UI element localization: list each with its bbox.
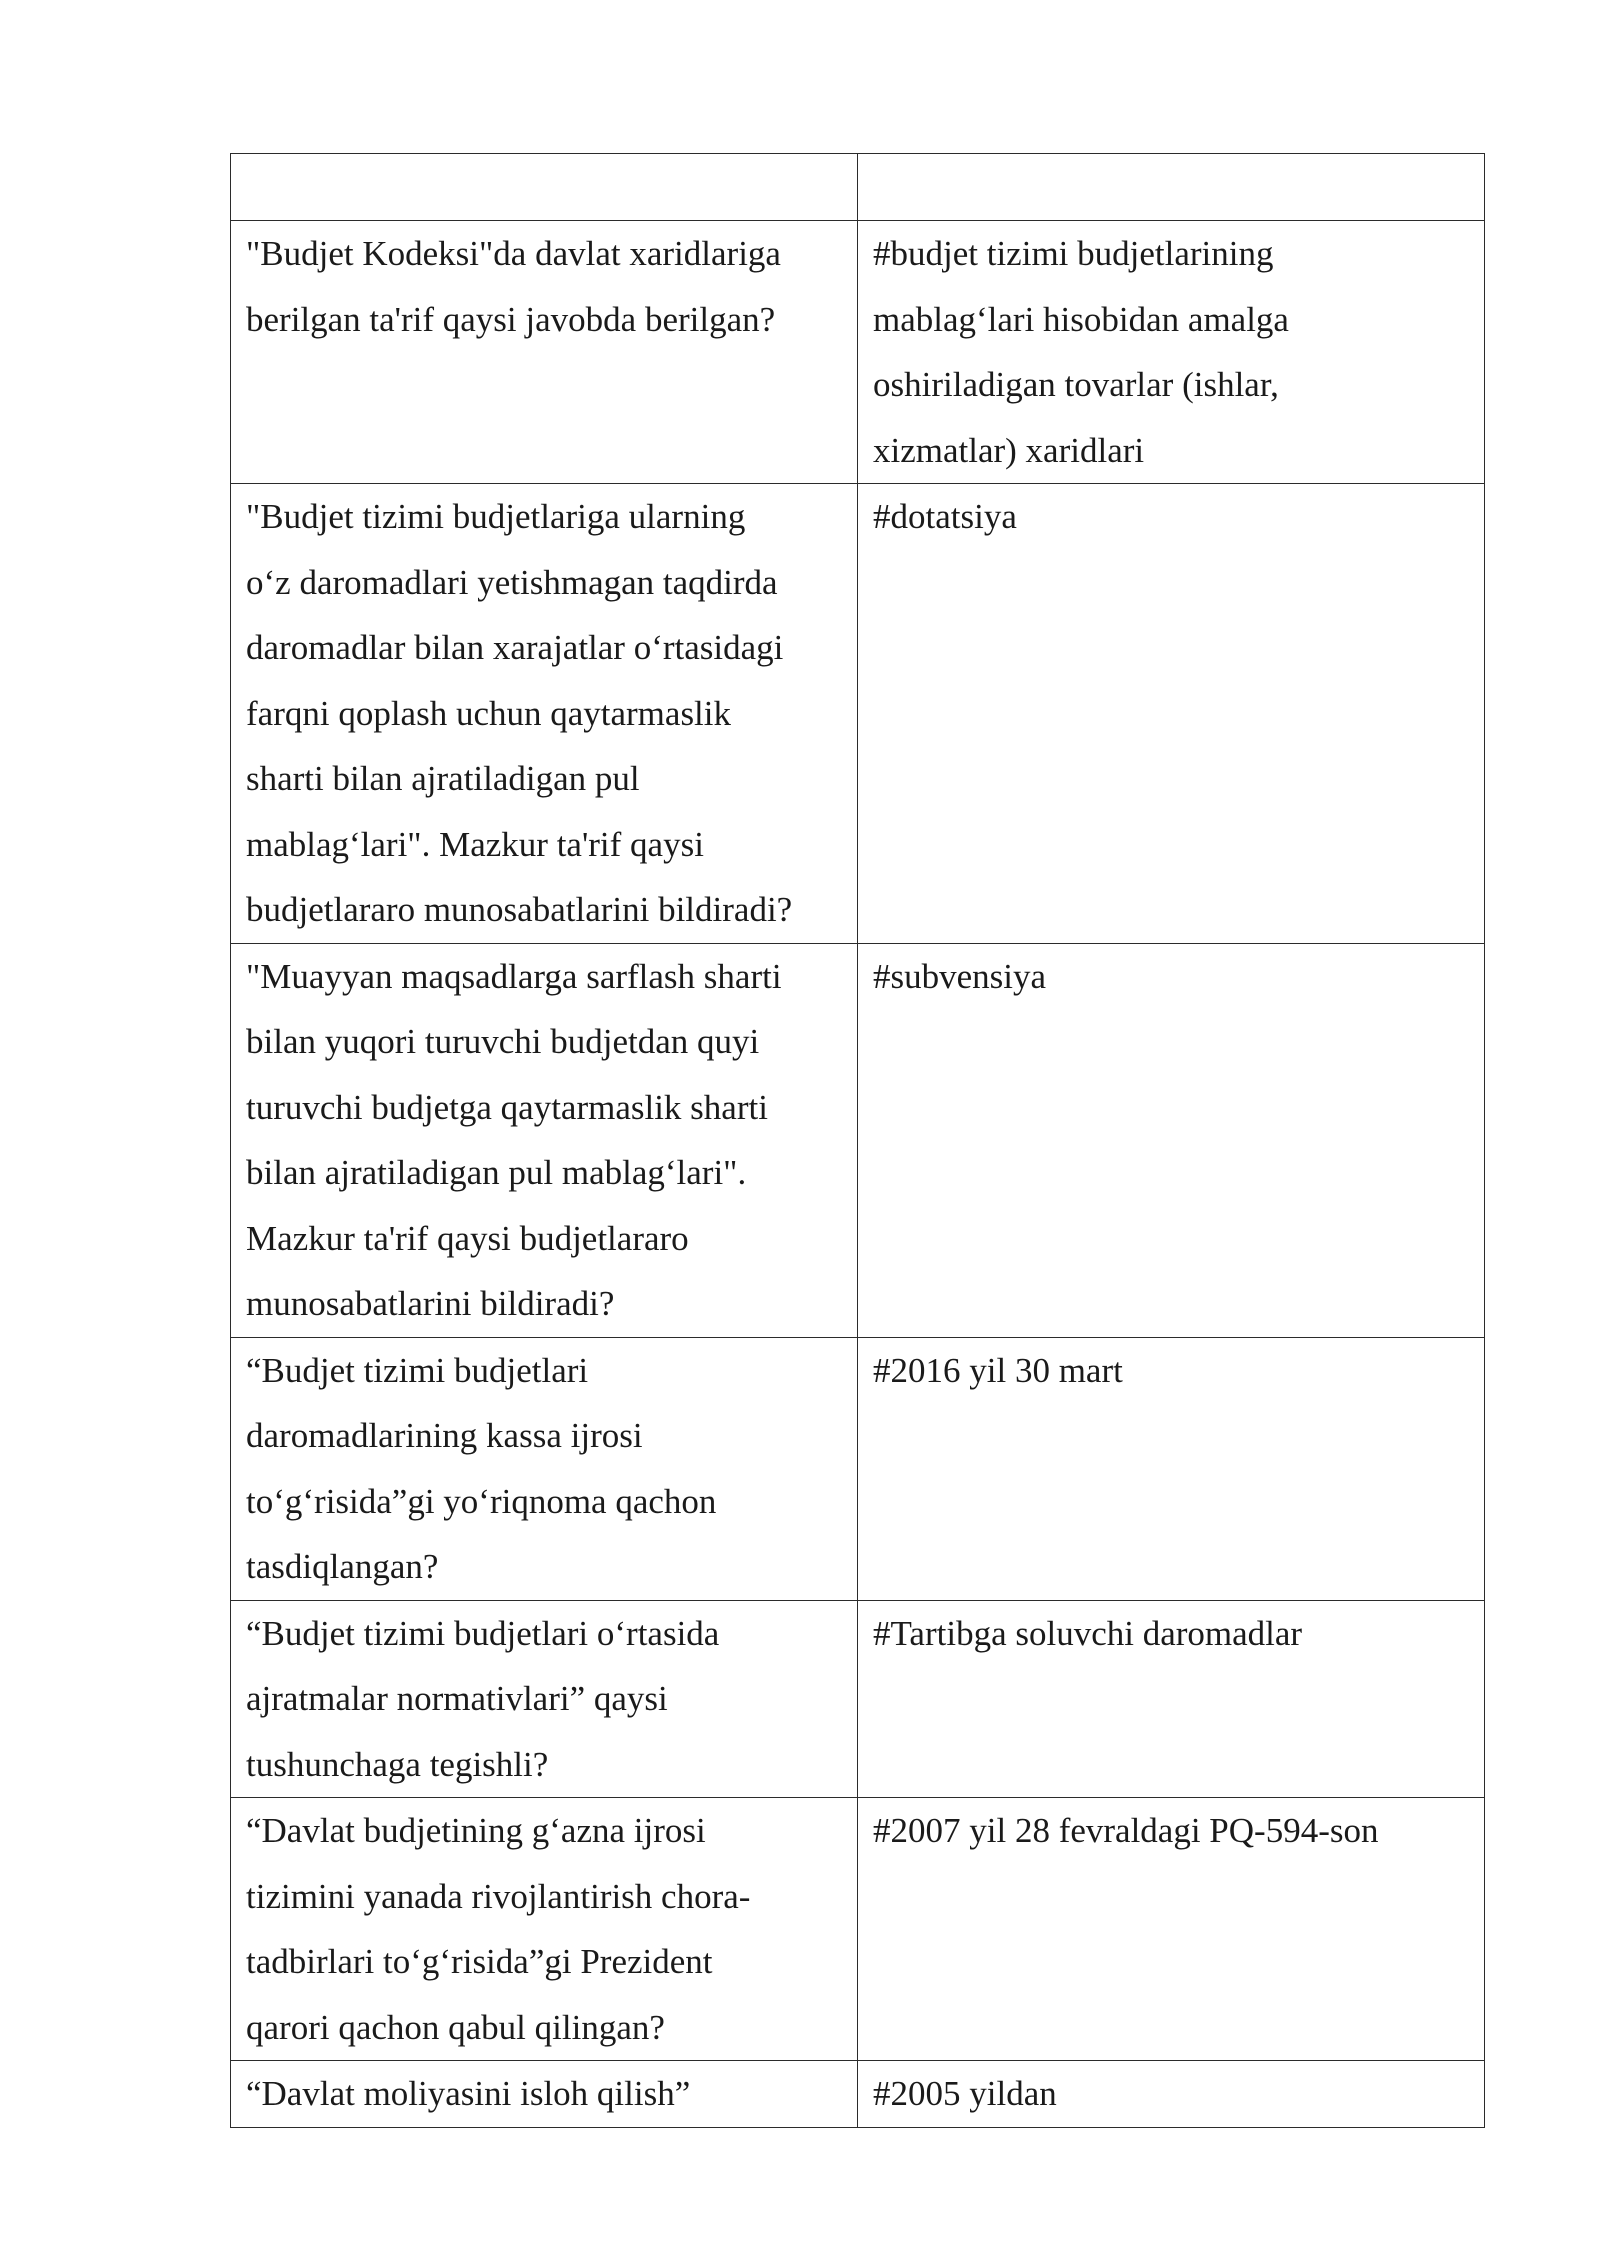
answer-text: #2007 yil 28 fevraldagi PQ-594-son — [873, 1811, 1379, 1850]
table-row — [231, 943, 1485, 1337]
table-row — [231, 221, 1485, 484]
answer-cell — [858, 1337, 1485, 1600]
answer-text: #2016 yil 30 mart — [873, 1350, 1123, 1390]
table-header-row — [231, 154, 1485, 221]
answer-cell — [858, 484, 1485, 944]
answer-text: #budjet tizimi budjetlarining mablag‘lari hisobidan amalga oshiriladigan tovarlar (ishlar, xizmatlar) xaridlari — [873, 234, 1289, 470]
question-cell — [231, 943, 858, 1337]
question-answer-table — [230, 153, 1485, 2128]
question-text: "Budjet Kodeksi"da davlat xaridlariga berilgan ta'rif qaysi javobda berilgan? — [246, 234, 781, 339]
answer-text: #subvensiya — [873, 956, 1047, 996]
question-cell — [231, 1337, 858, 1600]
question-text: “Budjet tizimi budjetlari daromadlarining kassa ijrosi to‘g‘risida”gi yo‘riqnoma qachon tasdiqlangan? — [246, 1350, 717, 1586]
table-row — [231, 2061, 1485, 2128]
table-row — [231, 484, 1485, 944]
question-text: “Davlat moliyasini isloh qilish” — [246, 2074, 691, 2113]
question-cell — [231, 1798, 858, 2061]
answer-cell — [858, 1600, 1485, 1798]
answer-cell — [858, 2061, 1485, 2128]
header-cell-question — [231, 154, 858, 221]
answer-cell — [858, 1798, 1485, 2061]
answer-cell — [858, 221, 1485, 484]
answer-text: #dotatsiya — [873, 497, 1017, 536]
question-text: "Muayyan maqsadlarga sarflash sharti bilan yuqori turuvchi budjetdan quyi turuvchi budjetga qaytarmaslik sharti bilan ajratiladigan pul mablag‘lari". Mazkur ta'rif qaysi budjetlararo munosabatlarini bildiradi? — [246, 956, 782, 1323]
table-row — [231, 1337, 1485, 1600]
answer-text: #2005 yildan — [873, 2074, 1057, 2113]
table-row — [231, 1798, 1485, 2061]
question-cell — [231, 221, 858, 484]
answer-cell — [858, 943, 1485, 1337]
question-cell — [231, 2061, 858, 2128]
header-cell-answer — [858, 154, 1485, 221]
question-text: "Budjet tizimi budjetlariga ularning o‘z daromadlari yetishmagan taqdirda daromadlar bilan xarajatlar o‘rtasidagi farqni qoplash uchun qaytarmaslik sharti bilan ajratiladigan pul mablag‘lari". Mazkur ta'rif qaysi budjetlararo munosabatlarini bildiradi? — [246, 497, 793, 929]
table-row — [231, 1600, 1485, 1798]
answer-text: #Tartibga soluvchi daromadlar — [873, 1613, 1303, 1653]
question-text: “Davlat budjetining g‘azna ijrosi tizimini yanada rivojlantirish chora- tadbirlari to‘g‘risida”gi Prezident qarori qachon qabul qilingan? — [246, 1811, 751, 2047]
question-text: “Budjet tizimi budjetlari o‘rtasida ajratmalar normativlari” qaysi tushunchaga tegishli? — [246, 1613, 720, 1784]
question-cell — [231, 484, 858, 944]
question-cell — [231, 1600, 858, 1798]
